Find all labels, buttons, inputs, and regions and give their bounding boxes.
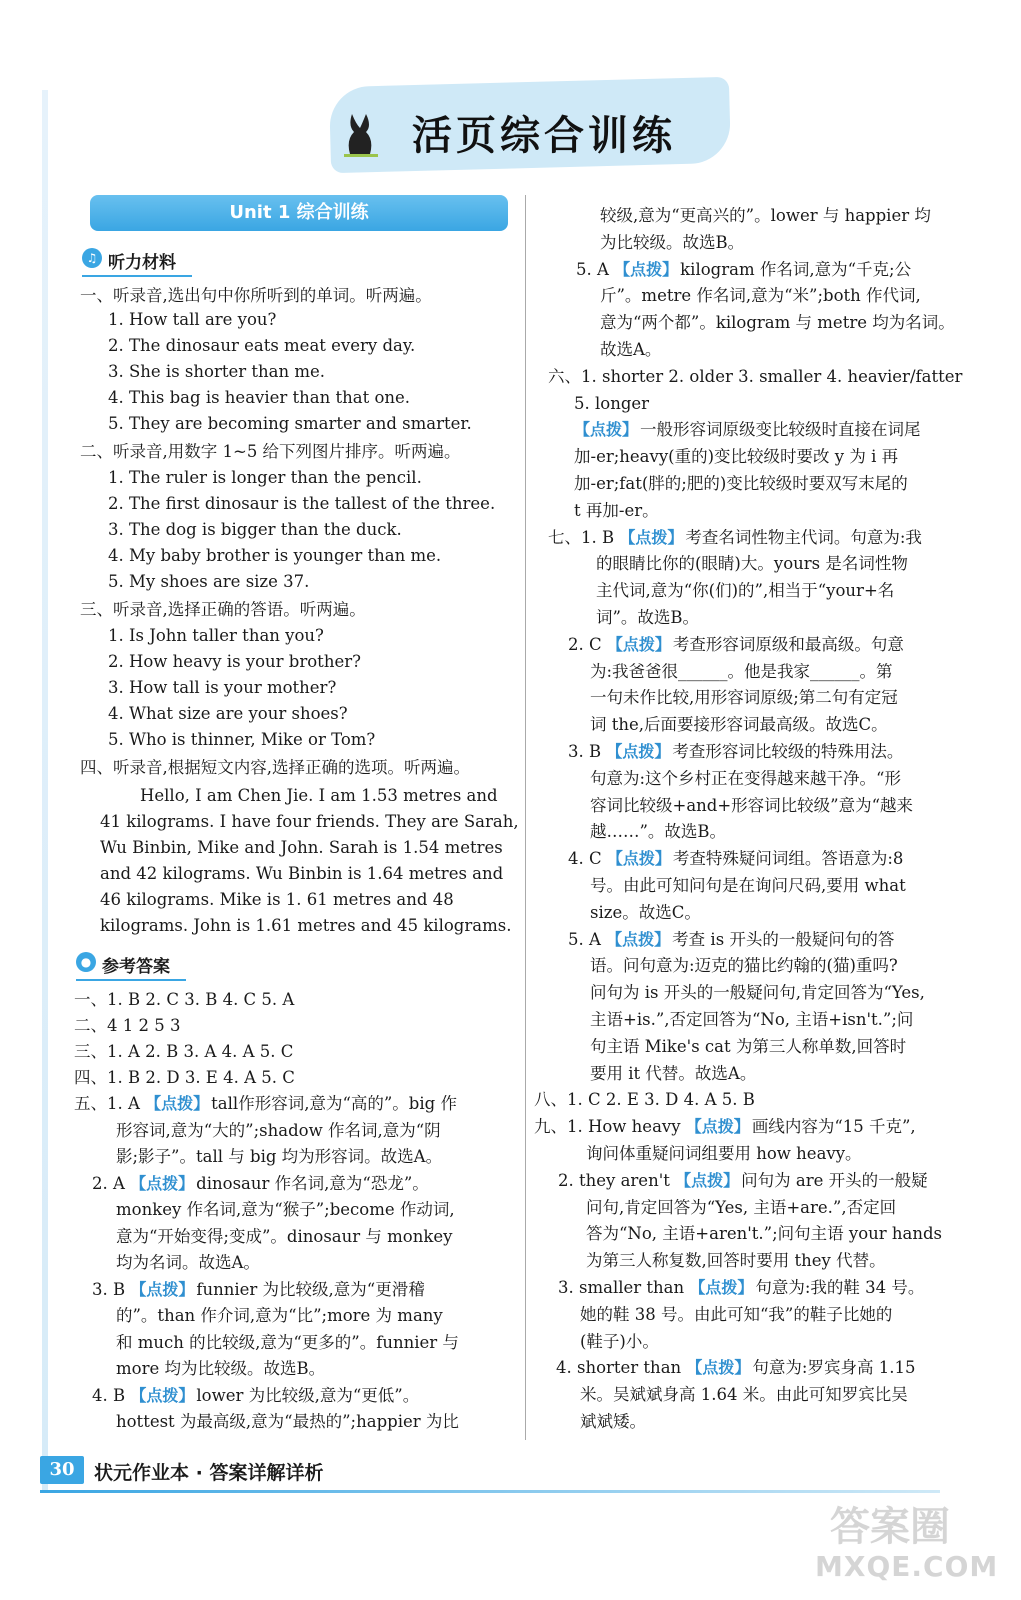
explanation-text: 句意为:罗宾身高 1.15 (752, 1358, 916, 1378)
explanation-line (580, 1383, 990, 1407)
listening-line: 46 kilograms. Mike is 1. 61 metres and 48 (100, 890, 454, 909)
explanation-line (116, 1225, 512, 1249)
explanation-text: 加-er;fat(胖的;肥的)变比较级时要双写末尾的 (574, 474, 908, 493)
explanation-text: 考查 is 开头的一般疑问句的答 (672, 929, 895, 949)
explanation-line (576, 258, 990, 282)
explanation-text: 句意为:我的鞋 34 号。 (755, 1278, 925, 1297)
explanation-line (574, 445, 990, 469)
explanation-text: t 再加-er。 (574, 500, 659, 520)
listening-line: 1. Is John taller than you? (108, 626, 324, 645)
explanation-line (548, 526, 990, 550)
explanation-line (590, 767, 990, 791)
explanation-line (586, 1142, 990, 1166)
explanation-line (600, 284, 990, 308)
explanation-line (590, 794, 990, 818)
explanation-text: 越……”。故选B。 (590, 822, 727, 842)
explanation-text: 词”。故选B。 (596, 608, 700, 627)
unit-title-bar: Unit 1 综合训练 (90, 195, 508, 231)
explanation-text: 询问体重疑问词组要用 how heavy。 (586, 1144, 862, 1163)
explanation-text: 意为“开始变得;变成”。dinosaur 与 monkey (116, 1226, 453, 1246)
tip-badge: 【点拨】 (606, 742, 671, 761)
explanation-line (92, 1172, 512, 1196)
answer-key: 九、1. How heavy (534, 1117, 686, 1137)
explanation-line (580, 1410, 990, 1434)
explanation-text: 考查名词性物主代词。句意为:我 (685, 527, 922, 547)
tip-badge: 【点拨】 (619, 527, 684, 547)
listening-line: 5. Who is thinner, Mike or Tom? (108, 730, 376, 749)
explanation-line (586, 1249, 990, 1273)
listening-line: and 42 kilograms. Wu Binbin is 1.64 metres and (100, 864, 504, 883)
explanation-text: 语。问句意为:迈克的猫比约翰的(猫)重吗? (590, 956, 898, 976)
explanation-line (116, 1251, 512, 1275)
explanation-line (600, 338, 990, 362)
tip-badge: 【点拨】 (130, 1385, 195, 1405)
explanation-line (116, 1304, 512, 1328)
tip-badge: 【点拨】 (614, 259, 679, 279)
explanation-line (590, 820, 990, 844)
explanation-line (590, 660, 990, 684)
explanation-line (600, 311, 990, 335)
explanation-text: 问句为 are 开头的一般疑 (741, 1170, 928, 1190)
answer-line: 三、1. A 2. B 3. A 4. A 5. C (74, 1042, 294, 1061)
explanation-text: 和 much 的比较级,意为“更多的”。funnier 与 (116, 1332, 459, 1352)
explanation-line (558, 1276, 990, 1300)
explanation-line (568, 928, 990, 952)
explanation-line (600, 231, 990, 255)
explanation-line (574, 499, 990, 523)
answer-key: 4. B (92, 1385, 131, 1405)
explanation-line (116, 1145, 512, 1169)
listening-line: 二、听录音,用数字 1~5 给下列图片排序。听两遍。 (80, 442, 461, 461)
answer-key: 五、1. A (74, 1094, 146, 1113)
listening-line: 3. How tall is your mother? (108, 678, 337, 697)
explanation-line (568, 740, 990, 764)
explanation-line (534, 1115, 990, 1139)
listening-line: 3. She is shorter than me. (108, 362, 325, 381)
listening-line: 4. This bag is heavier than that one. (108, 388, 411, 407)
tip-badge: 【点拨】 (574, 420, 639, 440)
explanation-text: 考查形容词原级和最高级。句意 (672, 634, 904, 654)
person-icon: ● (76, 952, 96, 972)
explanation-line (586, 1196, 990, 1220)
listening-line: 2. The dinosaur eats meat every day. (108, 336, 416, 355)
listening-line: Hello, I am Chen Jie. I am 1.53 metres and (140, 786, 498, 805)
answer-key: 4. C (568, 849, 607, 869)
explanation-text: 主代词,意为“你(们)的”,相当于“your+名 (596, 581, 895, 601)
explanation-text: monkey 作名词,意为“猴子”;become 作动词, (116, 1200, 455, 1219)
listening-line: 3. The dog is bigger than the duck. (108, 520, 402, 539)
explanation-text: 斌斌矮。 (580, 1412, 646, 1431)
explanation-text: 为比较级。故选B。 (600, 232, 745, 252)
answer-key: 5. A (568, 929, 607, 949)
explanation-line (580, 1303, 990, 1327)
explanation-line (534, 1088, 990, 1112)
explanation-text: 问句为 is 开头的一般疑问句,肯定回答为“Yes, (590, 983, 925, 1003)
watermark-text: 答案圈 (830, 1504, 950, 1550)
explanation-text: 故选A。 (600, 340, 662, 359)
explanation-line (590, 1062, 990, 1086)
answer-line: 四、1. B 2. D 3. E 4. A 5. C (74, 1068, 295, 1087)
listening-line: 1. How tall are you? (108, 310, 277, 329)
answers-section-heading: ● 参考答案 (76, 952, 170, 977)
explanation-line (574, 392, 990, 416)
explanation-line (556, 1356, 990, 1380)
explanation-line (116, 1331, 512, 1355)
explanation-line (590, 874, 990, 898)
answer-key: 2. A (92, 1173, 131, 1193)
explanation-line (568, 847, 990, 871)
answer-key: 2. they aren't (558, 1170, 676, 1190)
explanation-text: 画线内容为“15 千克”, (751, 1117, 916, 1137)
explanation-text: 较级,意为“更高兴的”。lower 与 happier 均 (600, 206, 931, 225)
listening-line: 41 kilograms. I have four friends. They are Sarah, (100, 812, 519, 831)
answer-key: 3. smaller than (558, 1278, 690, 1297)
explanation-text: size。故选C。 (590, 902, 701, 922)
explanation-text: 斤”。metre 作名词,意为“米”;both 作代词, (600, 286, 921, 306)
explanation-text: 形容词,意为“大的”;shadow 作名词,意为“阴 (116, 1120, 441, 1140)
explanation-line (590, 1035, 990, 1059)
listening-line: 1. The ruler is longer than the pencil. (108, 468, 422, 487)
explanation-line (74, 1092, 512, 1116)
heading-underline (76, 979, 186, 981)
explanation-line (92, 1384, 512, 1408)
explanation-line (596, 579, 990, 603)
explanation-text: kilogram 作名词,意为“千克;公 (680, 259, 912, 279)
explanation-text: 问句,肯定回答为“Yes, 主语+are.”,否定回 (586, 1197, 897, 1217)
answer-key: 2. C (568, 634, 607, 654)
listening-line: 2. How heavy is your brother? (108, 652, 361, 671)
explanation-line (590, 686, 990, 710)
explanation-line (558, 1169, 990, 1193)
heading-underline (82, 275, 192, 277)
explanation-line (574, 418, 990, 442)
explanation-text: 一般形容词原级变比较级时直接在词尾 (640, 420, 921, 440)
explanation-text: (鞋子)小。 (580, 1331, 659, 1351)
explanation-text: hottest 为最高级,意为“最热的”;happier 为比 (116, 1412, 459, 1431)
explanation-text: lower 为比较级,意为“更低”。 (196, 1385, 420, 1405)
listening-line: 5. My shoes are size 37. (108, 572, 310, 591)
explanation-line (590, 954, 990, 978)
page-number: 30 (40, 1456, 84, 1484)
tip-badge: 【点拨】 (606, 634, 671, 654)
listening-line: 4. What size are your shoes? (108, 704, 348, 723)
listening-line: 2. The first dinosaur is the tallest of the three. (108, 494, 496, 513)
explanation-text: 容词比较级+and+形容词比较级”意为“越来 (590, 795, 914, 815)
explanation-text: 要用 it 代替。故选A。 (590, 1063, 757, 1083)
explanation-line (548, 365, 990, 389)
explanation-line (580, 1330, 990, 1354)
tip-badge: 【点拨】 (606, 849, 671, 869)
explanation-line (596, 552, 990, 576)
explanation-line (116, 1198, 512, 1222)
watermark-url: MXQE.COM (815, 1550, 999, 1583)
explanation-text: 号。由此可知问句是在询问尺码,要用 what (590, 876, 906, 895)
listening-line: 5. They are becoming smarter and smarter. (108, 414, 472, 433)
explanation-text: 影;影子”。tall 与 big 均为形容词。故选A。 (116, 1147, 443, 1166)
answer-key: 4. shorter than (556, 1358, 687, 1378)
tip-badge: 【点拨】 (689, 1278, 754, 1297)
answer-line: 一、1. B 2. C 3. B 4. C 5. A (74, 990, 295, 1009)
explanation-text: 考查形容词比较级的特殊用法。 (672, 742, 904, 761)
page-title: 活页综合训练 (412, 113, 676, 159)
listening-section-heading: ♫ 听力材料 (82, 248, 176, 273)
tip-badge: 【点拨】 (145, 1094, 210, 1113)
answer-key: 5. A (576, 259, 615, 279)
explanation-line (600, 204, 990, 228)
answer-key: 5. longer (574, 393, 650, 413)
explanation-text: 均为名词。故选A。 (116, 1253, 260, 1272)
explanation-text: 意为“两个都”。kilogram 与 metre 均为名词。 (600, 313, 955, 333)
explanation-text: more 均为比较级。故选B。 (116, 1359, 326, 1378)
answer-key: 3. B (92, 1279, 131, 1299)
explanation-text: funnier 为比较级,意为“更滑稽 (196, 1279, 425, 1299)
rabbit-icon (340, 110, 380, 160)
explanation-text: 主语+is.”,否定回答为“No, 主语+isn't.”;问 (590, 1010, 914, 1029)
tip-badge: 【点拨】 (130, 1279, 195, 1299)
explanation-line (116, 1119, 512, 1143)
listening-line: 一、听录音,选出句中你所听到的单词。听两遍。 (80, 286, 432, 305)
tip-badge: 【点拨】 (130, 1173, 195, 1193)
answer-key: 3. B (568, 742, 607, 761)
listening-line: 4. My baby brother is younger than me. (108, 546, 442, 565)
tip-badge: 【点拨】 (606, 929, 671, 949)
explanation-text: 答为“No, 主语+aren't.”;问句主语 your hands (586, 1224, 943, 1244)
headphones-icon: ♫ (82, 248, 102, 268)
answer-key: 七、1. B (548, 527, 620, 547)
listening-line: kilograms. John is 1.61 metres and 45 kilograms. (100, 916, 512, 935)
explanation-text: 的”。than 作介词,意为“比”;more 为 many (116, 1306, 443, 1325)
explanation-line (590, 1008, 990, 1032)
explanation-text: 为:我爸爸很______。他是我家______。第 (590, 661, 893, 681)
tip-badge: 【点拨】 (686, 1358, 751, 1378)
answer-line: 二、4 1 2 5 3 (74, 1016, 181, 1035)
explanation-text: 她的鞋 38 号。由此可知“我”的鞋子比她的 (580, 1304, 893, 1324)
footer-title: 状元作业本 · 答案详解详析 (94, 1462, 324, 1484)
explanation-text: 句主语 Mike's cat 为第三人称单数,回答时 (590, 1036, 907, 1056)
explanation-text: tall作形容词,意为“高的”。big 作 (211, 1094, 457, 1113)
explanation-line (590, 981, 990, 1005)
explanation-text: 考查特殊疑问词组。答语意为:8 (672, 849, 904, 869)
explanation-text: 为第三人称复数,回答时要用 they 代替。 (586, 1251, 886, 1271)
explanation-line (116, 1357, 512, 1381)
listening-line: 四、听录音,根据短文内容,选择正确的选项。听两遍。 (80, 758, 470, 777)
explanation-line (586, 1222, 990, 1246)
answer-key: 八、1. C 2. E 3. D 4. A 5. B (534, 1090, 755, 1110)
listening-line: Wu Binbin, Mike and John. Sarah is 1.54 metres (100, 838, 503, 857)
explanation-line (590, 713, 990, 737)
explanation-line (574, 472, 990, 496)
tip-badge: 【点拨】 (675, 1170, 740, 1190)
explanation-text: dinosaur 作名词,意为“恐龙”。 (196, 1173, 429, 1193)
page-edge-stripe (42, 90, 48, 1490)
explanation-text: 一句未作比较,用形容词原级;第二句有定冠 (590, 688, 898, 708)
explanation-line (568, 633, 990, 657)
explanation-line (596, 606, 990, 630)
explanation-text: 句意为:这个乡村正在变得越来越干净。“形 (590, 768, 901, 788)
explanation-line (590, 901, 990, 925)
explanation-line (92, 1278, 512, 1302)
explanation-text: 米。吴斌斌身高 1.64 米。由此可知罗宾比吴 (580, 1385, 908, 1405)
tip-badge: 【点拨】 (685, 1117, 750, 1137)
listening-line: 三、听录音,选择正确的答语。听两遍。 (80, 600, 366, 619)
explanation-text: 的眼睛比你的(眼睛)大。yours 是名词性物 (596, 554, 908, 574)
explanation-text: 词 the,后面要接形容词最高级。故选C。 (590, 715, 888, 735)
watermark-logo (775, 1455, 999, 1585)
explanation-text: 加-er;heavy(重的)变比较级时要改 y 为 i 再 (574, 447, 899, 467)
explanation-line (116, 1410, 512, 1434)
answer-key: 六、1. shorter 2. older 3. smaller 4. heavier/fatter (548, 366, 963, 386)
